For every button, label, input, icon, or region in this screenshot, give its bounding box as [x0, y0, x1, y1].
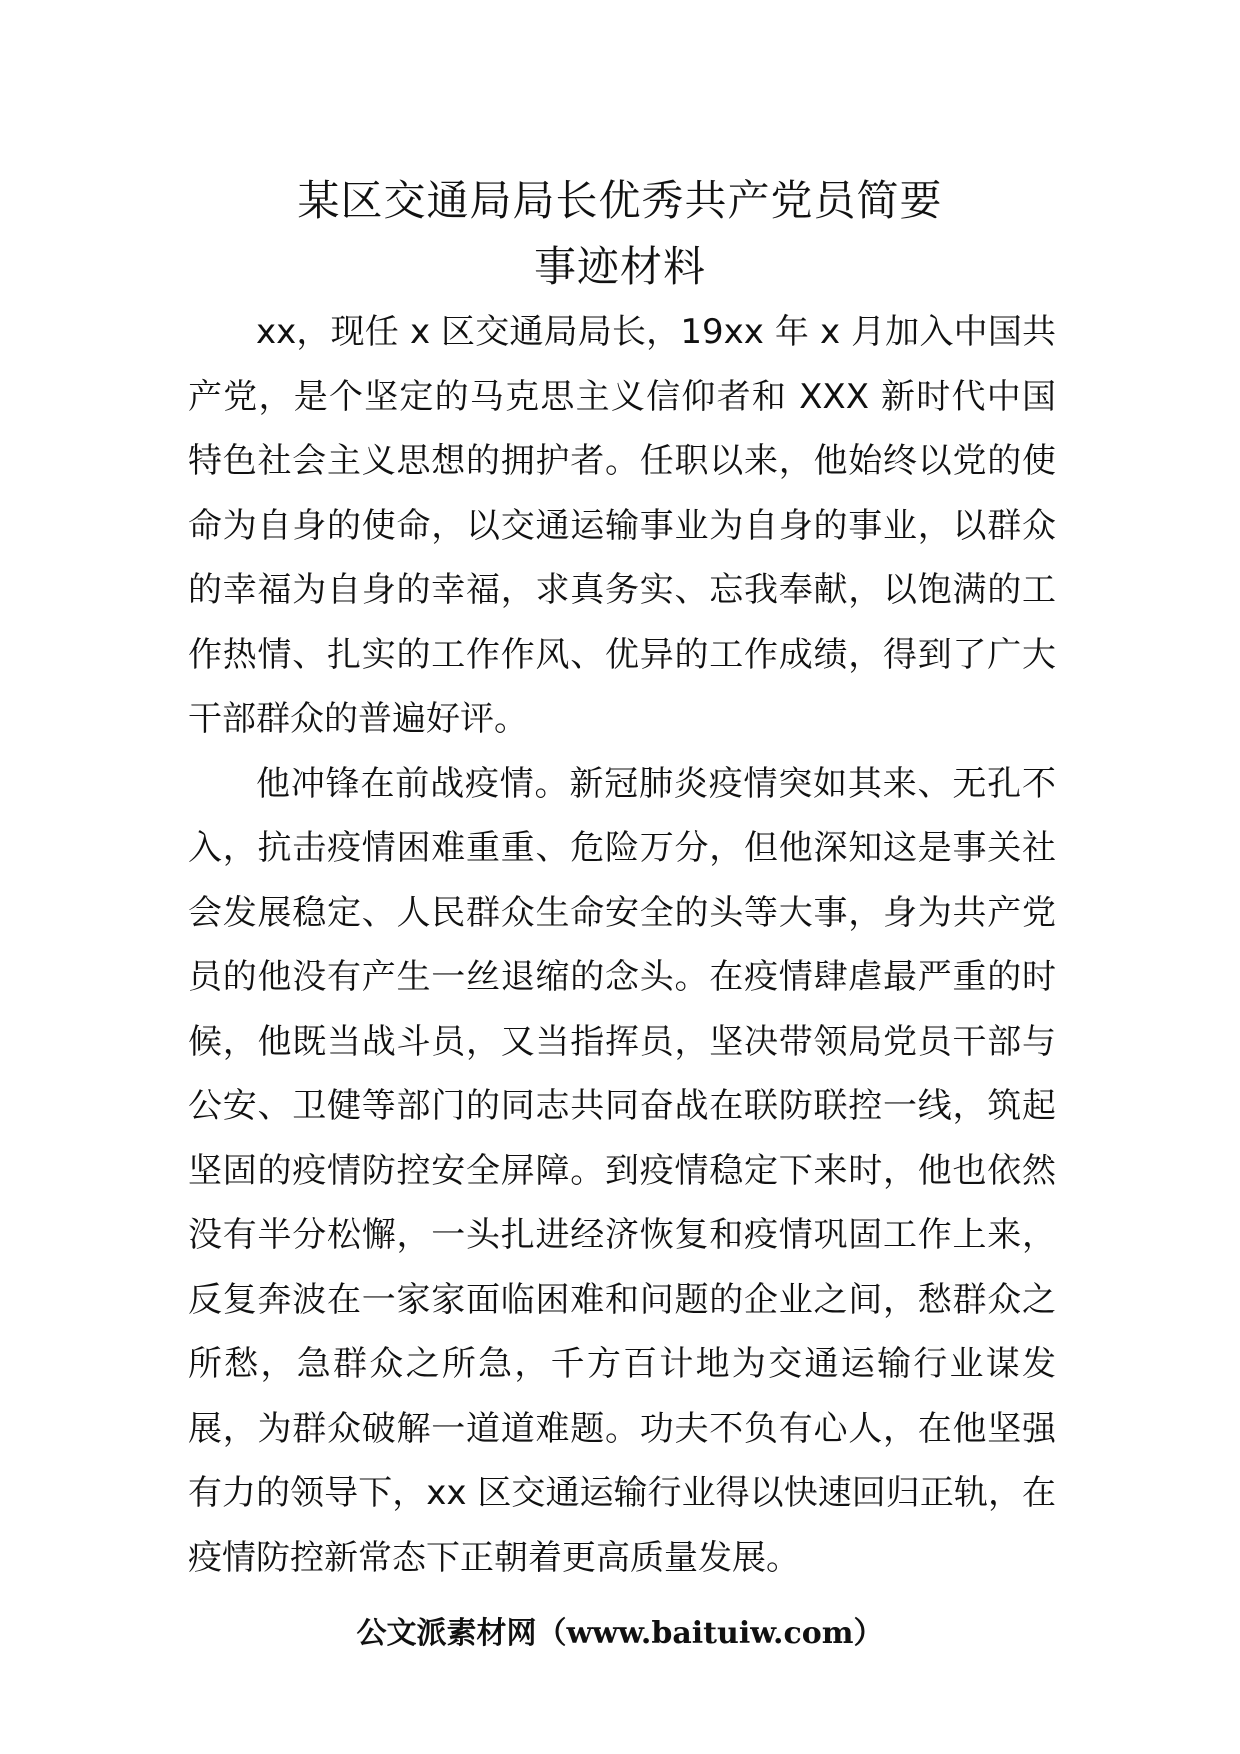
document-title — [140, 168, 1100, 300]
title-line-1: 某区交通局局长优秀共产党员简要 — [297, 176, 943, 225]
title-line-2: 事迹材料 — [533, 242, 706, 291]
paragraph-1: xx，现任 x 区交通局局长，19xx 年 x 月加入中国共产党，是个坚定的马克思主义信仰者和 XXX 新时代中国特色社会主义思想的拥护者。任职以来，他始终以党的使命为自身的使命，以交通运输事业为自身的事业，以群众的幸福为自身的幸福，求真务实、忘我奉献，以饱满的工作热情、扎实的工作作风、优异的工作成绩，得到了广大干部群众的普遍好评。 — [188, 312, 1056, 739]
footer-source: 公文派素材网（www.baituiw.com） — [356, 1616, 884, 1651]
paragraph-2: 他冲锋在前战疫情。新冠肺炎疫情突如其来、无孔不入，抗击疫情困难重重、危险万分，但他深知这是事关社会发展稳定、人民群众生命安全的头等大事，身为共产党员的他没有产生一丝退缩的念头。在疫情肆虐最严重的时候，他既当战斗员，又当指挥员，坚决带领局党员干部与公安、卫健等部门的同志共同奋战在联防联控一线，筑起坚固的疫情防控安全屏障。到疫情稳定下来时，他也依然没有半分松懈，一头扎进经济恢复和疫情巩固工作上来，反复奔波在一家家面临困难和问题的企业之间，愁群众之所愁，急群众之所急，千方百计地为交通运输行业谋发展，为群众破解一道道难题。功夫不负有心人，在他坚强有力的领导下，xx 区交通运输行业得以快速回归正轨，在疫情防控新常态下正朝着更高质量发展。 — [188, 763, 1056, 1578]
document-body — [188, 300, 1056, 1590]
